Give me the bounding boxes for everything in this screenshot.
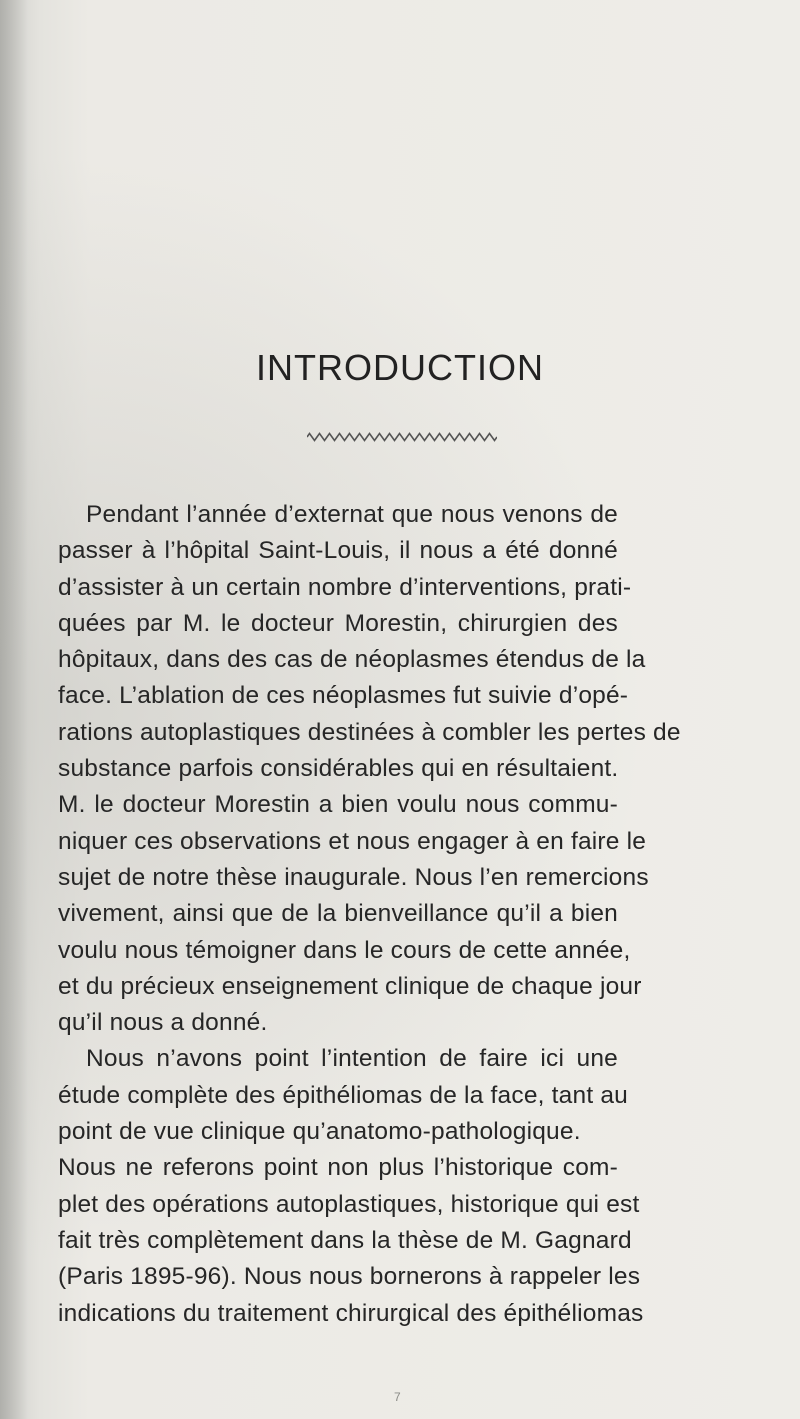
binding-edge-shadow <box>0 0 28 1419</box>
text-line: quées par M. le docteur Morestin, chirurgien des <box>58 609 618 637</box>
text-line: (Paris 1895-96). Nous nous bornerons à rappeler les <box>58 1263 641 1291</box>
text-line: indications du traitement chirurgical des épithéliomas <box>58 1299 644 1327</box>
wavy-ornament <box>307 432 497 442</box>
text-line: fait très complètement dans la thèse de M. Gagnard <box>58 1226 632 1254</box>
text-line: point de vue clinique qu’anatomo-pathologique. <box>58 1118 581 1146</box>
text-line: Nous n’avons point l’intention de faire ici une <box>86 1045 618 1073</box>
body-paragraphs <box>58 497 681 1332</box>
text-line: plet des opérations autoplastiques, historique qui est <box>58 1190 640 1218</box>
text-line: d’assister à un certain nombre d’interventions, prati- <box>58 573 632 601</box>
text-line: vivement, ainsi que de la bienveillance qu’il a bien <box>58 900 618 928</box>
text-line: substance parfois considérables qui en résultaient. <box>58 755 619 783</box>
text-line: et du précieux enseignement clinique de chaque jour <box>58 972 642 1000</box>
page-title: INTRODUCTION <box>256 347 544 388</box>
text-line: qu’il nous a donné. <box>58 1009 268 1037</box>
text-line: niquer ces observations et nous engager à en faire le <box>58 827 647 855</box>
text-line: voulu nous témoigner dans le cours de cette année, <box>58 936 631 964</box>
text-line: face. L’ablation de ces néoplasmes fut suivie d’opé- <box>58 682 629 710</box>
text-line: Nous ne referons point non plus l’historique com- <box>58 1154 618 1182</box>
page-mark: 7 <box>394 1390 401 1404</box>
text-line: rations autoplastiques destinées à combler les pertes de <box>58 718 681 746</box>
text-line: étude complète des épithéliomas de la face, tant au <box>58 1081 628 1109</box>
text-line: passer à l’hôpital Saint-Louis, il nous a été donné <box>58 537 618 565</box>
text-line: sujet de notre thèse inaugurale. Nous l’en remercions <box>58 863 649 891</box>
text-line: hôpitaux, dans des cas de néoplasmes étendus de la <box>58 646 646 674</box>
text-line: Pendant l’année d’externat que nous venons de <box>86 501 618 528</box>
text-line: M. le docteur Morestin a bien voulu nous commu- <box>58 791 618 819</box>
